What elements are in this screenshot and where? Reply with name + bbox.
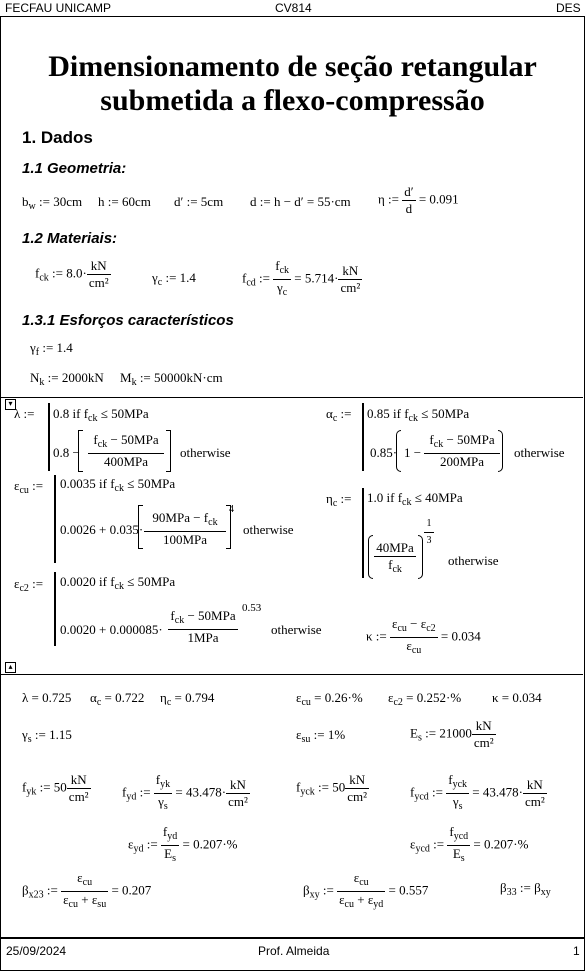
eyd-definition: $\varepsilon_{yd}$ := $\frac{f_{yd}}{E_s}$ = 0.207·% — [128, 824, 238, 864]
eta-paren-left — [368, 535, 373, 579]
bw-definition: $b_w$ := 30cm — [22, 194, 83, 212]
footer-page: 1 — [573, 944, 580, 958]
ec2-fraction: $\frac{f_{ck} - 50MPa}{\text{1MPa}}$ — [168, 608, 238, 646]
ec2-result: $\varepsilon_{c2} = 0.252\cdot\%$ — [388, 690, 462, 708]
page-footer — [0, 937, 585, 971]
ec2-label: $\varepsilon_{c2}$ := — [14, 576, 44, 594]
alpha-paren-right — [498, 430, 503, 472]
lambda-label: λ := — [14, 406, 35, 421]
dprime-definition: d′ := 5cm — [174, 194, 224, 209]
mk-definition: $M_k$ := 50000kN·cm — [120, 370, 223, 388]
alpha-c-if-line: 0.85 if $f_{ck} \le 50MPa$ — [367, 406, 470, 424]
footer-date: 25/09/2024 — [6, 944, 67, 958]
alpha-c-label: $\alpha_c$ := — [326, 406, 352, 424]
fck-definition: $f_{ck}$ := 8.0· $\frac{kN}{\text{cm²}}$ — [35, 258, 109, 290]
fyk-definition: $f_{yk}$ := 50 $\frac{kN}{\text{cm²}}$ — [22, 772, 89, 804]
header-left: FECFAU UNICAMP — [5, 1, 112, 15]
section-materiais: 1.2 Materiais: — [22, 230, 118, 247]
ecu-label: $\varepsilon_{cu}$ := — [14, 478, 44, 496]
document-title-line1: Dimensionamento de seção retangular — [48, 50, 537, 83]
document-title-line2: submetida a flexo-compressão — [100, 84, 485, 117]
region-divider-top — [0, 397, 583, 398]
lambda-otherwise: otherwise — [180, 445, 231, 460]
footer-bottom-border — [0, 970, 585, 971]
d-definition: d := h − d′ = 55·cm — [250, 194, 351, 209]
beta-x23-definition: $\beta_{x23}$ := $\frac{\varepsilon_{cu}}{\varepsilon_{cu} + \varepsilon_{su}}$ = 0.207 — [22, 870, 152, 910]
gamma-s-definition: $\gamma_s$ := 1.15 — [22, 727, 72, 745]
eycd-definition: $\varepsilon_{ycd}$ := $\frac{f_{ycd}}{E_s}$ = 0.207·% — [410, 824, 529, 864]
alpha-paren-left — [396, 430, 401, 472]
ecu-else-prefix: 0.0026 + 0.035· — [60, 522, 144, 537]
alpha-c-one: 1 − — [404, 445, 422, 460]
nk-definition: $N_k$ := 2000kN — [30, 370, 104, 388]
lambda-bracket-left — [78, 430, 83, 472]
eta-paren-right — [418, 535, 423, 579]
fycd-definition: $f_{ycd}$ := $\frac{f_{yck}}{\gamma_s}$ = 43.478· $\frac{kN}{\text{cm²}}$ — [410, 772, 545, 812]
ec2-else-prefix: 0.0020 + 0.000085· — [60, 622, 163, 637]
eta-c-otherwise: otherwise — [448, 553, 499, 568]
ecu-if-line: 0.0035 if $f_{ck} \le 50MPa$ — [60, 476, 176, 494]
lambda-brace — [48, 403, 50, 471]
lambda-if-line: 0.8 if $f_{ck} \le 50MPa$ — [53, 406, 149, 424]
h-definition: h := 60cm — [98, 194, 151, 209]
fyck-definition: $f_{yck}$ := 50 $\frac{kN}{\text{cm²}}$ — [296, 772, 368, 804]
section-geometria: 1.1 Geometria: — [22, 160, 127, 177]
beta-33-definition: $\beta_{33}$ := $\beta_{xy}$ — [500, 880, 551, 898]
lambda-result: λ = 0.725 — [22, 690, 72, 705]
gamma-f-definition: $\gamma_f$ := 1.4 — [30, 340, 73, 358]
eta-geometry: η := $\frac{d'}{d}$ = 0.091 — [378, 184, 459, 216]
footer-author: Prof. Almeida — [258, 944, 330, 958]
lambda-fraction: $\frac{f_{ck} - 50MPa}{\text{400MPa}}$ — [88, 432, 164, 470]
expand-region-icon[interactable]: ▴ — [5, 662, 16, 673]
ec2-brace — [54, 572, 56, 646]
ec2-exponent: 0.53 — [242, 602, 262, 614]
alpha-c-result: $\alpha_c = 0.722$ — [90, 690, 145, 708]
lambda-bracket-right — [166, 430, 171, 472]
ec2-otherwise: otherwise — [271, 622, 322, 637]
alpha-c-brace — [362, 403, 364, 471]
gamma-c-definition: $\gamma_c$ := 1.4 — [152, 270, 196, 288]
esu-definition: $\varepsilon_{su}$ := 1% — [296, 727, 346, 745]
header-right: DES — [556, 1, 581, 15]
header-center: CV814 — [275, 1, 312, 15]
region-divider-bottom — [0, 674, 583, 675]
eta-c-brace — [362, 488, 364, 578]
es-definition: $E_s$ := 21000 $\frac{kN}{\text{cm²}}$ — [410, 718, 494, 750]
kappa-definition: κ := $\frac{\varepsilon_{cu} - \varepsilon_{c2}}{\varepsilon_{cu}}$ = 0.034 — [366, 616, 481, 656]
collapse-region-icon[interactable]: ▾ — [5, 399, 16, 410]
eta-c-exponent: $\frac{1}{3}$ — [424, 516, 434, 549]
ec2-if-line: 0.0020 if $f_{ck} \le 50MPa$ — [60, 574, 176, 592]
ecu-fraction: $\frac{90MPa - f_{ck}}{\text{100MPa}}$ — [144, 510, 226, 548]
fyd-definition: $f_{yd}$ := $\frac{f_{yk}}{\gamma_s}$ = 43.478· $\frac{kN}{\text{cm²}}$ — [122, 772, 248, 812]
lambda-else-line: 0.8 − — [53, 445, 80, 460]
fcd-definition: $f_{cd}$ := $\frac{f_{ck}}{\gamma_c}$ = 5.714· $\frac{kN}{\text{cm²}}$ — [242, 258, 361, 298]
kappa-result: κ = 0.034 — [492, 690, 542, 705]
ecu-result: $\varepsilon_{cu} = 0.26\cdot\%$ — [296, 690, 363, 708]
eta-c-if-line: 1.0 if $f_{ck} \le 40MPa$ — [367, 490, 463, 508]
eta-c-result: $\eta_c = 0.794$ — [160, 690, 215, 708]
eta-c-label: $\eta_c$ := — [326, 491, 352, 509]
beta-xy-definition: $\beta_{xy}$ := $\frac{\varepsilon_{cu}}{\varepsilon_{cu} + \varepsilon_{yd}}$ = 0.557 — [303, 870, 429, 910]
alpha-c-else-prefix: 0.85· — [370, 445, 398, 460]
ecu-bracket-left — [138, 505, 143, 549]
eta-c-fraction: $\frac{\text{40MPa}}{f_{ck}}$ — [374, 540, 416, 578]
ecu-brace — [54, 475, 56, 563]
section-dados: 1. Dados — [22, 128, 93, 147]
ecu-otherwise: otherwise — [243, 522, 294, 537]
alpha-c-otherwise: otherwise — [514, 445, 565, 460]
alpha-c-fraction: $\frac{f_{ck} - 50MPa}{\text{200MPa}}$ — [424, 432, 500, 470]
section-esforcos: 1.3.1 Esforços característicos — [22, 312, 234, 329]
ecu-exponent: 4 — [229, 504, 234, 515]
